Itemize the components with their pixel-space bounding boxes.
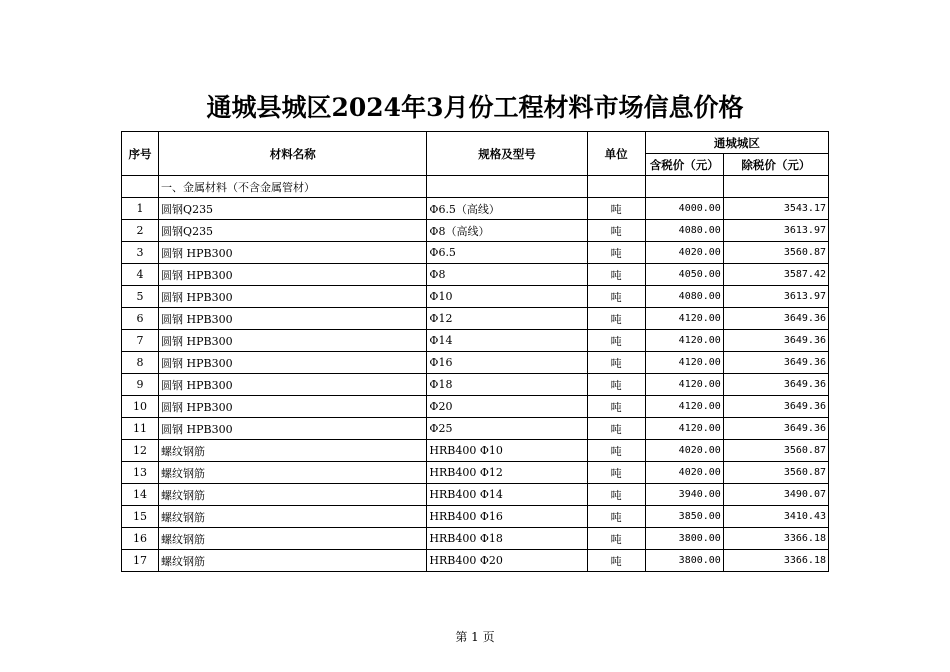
table-row: [122, 330, 829, 352]
row-name: 圆钢 HPB300: [159, 308, 427, 330]
header-unit: 单位: [587, 132, 645, 176]
table-row: [122, 374, 829, 396]
header-tax-excl: 除税价（元）: [723, 154, 828, 176]
row-spec: Φ20: [427, 396, 587, 418]
row-spec: HRB400 Φ10: [427, 440, 587, 462]
row-spec: Φ6.5: [427, 242, 587, 264]
row-tax-incl: 4120.00: [645, 308, 723, 330]
row-seq: 10: [122, 396, 159, 418]
row-unit: 吨: [587, 242, 645, 264]
header-seq: 序号: [122, 132, 159, 176]
row-spec: HRB400 Φ12: [427, 462, 587, 484]
row-spec: Φ16: [427, 352, 587, 374]
row-unit: 吨: [587, 396, 645, 418]
row-seq: 13: [122, 462, 159, 484]
page-number: 第 1 页: [455, 630, 495, 644]
row-name: 圆钢 HPB300: [159, 374, 427, 396]
row-tax-incl: 4120.00: [645, 418, 723, 440]
table-row: [122, 198, 829, 220]
row-tax-incl: 3940.00: [645, 484, 723, 506]
row-seq: 6: [122, 308, 159, 330]
row-name: 圆钢 HPB300: [159, 352, 427, 374]
row-unit: 吨: [587, 484, 645, 506]
row-name: 螺纹钢筋: [159, 440, 427, 462]
row-spec: Φ18: [427, 374, 587, 396]
table-row: [122, 352, 829, 374]
row-unit: 吨: [587, 462, 645, 484]
row-tax-incl: 4080.00: [645, 220, 723, 242]
row-tax-incl: 4120.00: [645, 374, 723, 396]
row-tax-excl: 3649.36: [723, 308, 828, 330]
table-row: [122, 418, 829, 440]
row-tax-incl: 3800.00: [645, 550, 723, 572]
row-name: 螺纹钢筋: [159, 484, 427, 506]
table-row: [122, 242, 829, 264]
table-row: [122, 264, 829, 286]
row-tax-incl: 4020.00: [645, 242, 723, 264]
table-row: [122, 484, 829, 506]
row-tax-excl: 3366.18: [723, 550, 828, 572]
row-tax-excl: 3543.17: [723, 198, 828, 220]
row-spec: Φ10: [427, 286, 587, 308]
row-tax-excl: 3560.87: [723, 242, 828, 264]
table-row: [122, 506, 829, 528]
row-tax-incl: 4120.00: [645, 396, 723, 418]
row-unit: 吨: [587, 418, 645, 440]
row-seq: 12: [122, 440, 159, 462]
row-unit: 吨: [587, 352, 645, 374]
row-tax-excl: 3613.97: [723, 220, 828, 242]
row-seq: 1: [122, 198, 159, 220]
row-seq: 5: [122, 286, 159, 308]
row-name: 圆钢 HPB300: [159, 330, 427, 352]
row-tax-excl: 3649.36: [723, 330, 828, 352]
row-unit: 吨: [587, 330, 645, 352]
row-unit: 吨: [587, 198, 645, 220]
page-title: 通城县城区2024年3月份工程材料市场信息价格: [206, 93, 744, 122]
row-tax-incl: 4080.00: [645, 286, 723, 308]
row-tax-incl: 4050.00: [645, 264, 723, 286]
row-tax-incl: 4000.00: [645, 198, 723, 220]
row-name: 螺纹钢筋: [159, 506, 427, 528]
row-seq: 15: [122, 506, 159, 528]
row-tax-excl: 3410.43: [723, 506, 828, 528]
row-spec: Φ8: [427, 264, 587, 286]
header-tax-incl: 含税价（元）: [645, 154, 723, 176]
row-tax-excl: 3649.36: [723, 396, 828, 418]
row-spec: Φ14: [427, 330, 587, 352]
price-table: [121, 131, 829, 572]
row-seq: 16: [122, 528, 159, 550]
row-unit: 吨: [587, 374, 645, 396]
table-row: [122, 462, 829, 484]
row-tax-excl: 3560.87: [723, 440, 828, 462]
row-unit: 吨: [587, 286, 645, 308]
row-seq: 7: [122, 330, 159, 352]
row-unit: 吨: [587, 550, 645, 572]
row-name: 螺纹钢筋: [159, 528, 427, 550]
row-seq: 9: [122, 374, 159, 396]
row-spec: Φ6.5（高线）: [427, 198, 587, 220]
table-row: [122, 440, 829, 462]
section-row: [122, 176, 829, 198]
row-tax-excl: 3649.36: [723, 418, 828, 440]
row-tax-incl: 4120.00: [645, 352, 723, 374]
row-tax-excl: 3490.07: [723, 484, 828, 506]
row-tax-excl: 3366.18: [723, 528, 828, 550]
row-tax-excl: 3613.97: [723, 286, 828, 308]
row-name: 螺纹钢筋: [159, 550, 427, 572]
row-tax-excl: 3649.36: [723, 374, 828, 396]
row-tax-incl: 4020.00: [645, 462, 723, 484]
row-unit: 吨: [587, 308, 645, 330]
row-seq: 14: [122, 484, 159, 506]
row-tax-incl: 4120.00: [645, 330, 723, 352]
table-row: [122, 220, 829, 242]
row-unit: 吨: [587, 220, 645, 242]
table-row: [122, 550, 829, 572]
table-row: [122, 528, 829, 550]
row-spec: HRB400 Φ20: [427, 550, 587, 572]
row-name: 圆钢 HPB300: [159, 264, 427, 286]
row-name: 圆钢Q235: [159, 220, 427, 242]
row-seq: 3: [122, 242, 159, 264]
row-tax-incl: 4020.00: [645, 440, 723, 462]
row-unit: 吨: [587, 264, 645, 286]
header-spec: 规格及型号: [427, 132, 587, 176]
row-seq: 2: [122, 220, 159, 242]
row-name: 圆钢 HPB300: [159, 242, 427, 264]
row-name: 圆钢 HPB300: [159, 286, 427, 308]
row-name: 圆钢Q235: [159, 198, 427, 220]
row-unit: 吨: [587, 528, 645, 550]
row-spec: Φ25: [427, 418, 587, 440]
row-unit: 吨: [587, 506, 645, 528]
section-label: 一、金属材料（不含金属管材）: [159, 176, 427, 198]
row-tax-incl: 3850.00: [645, 506, 723, 528]
table-row: [122, 308, 829, 330]
row-tax-excl: 3587.42: [723, 264, 828, 286]
row-name: 螺纹钢筋: [159, 462, 427, 484]
row-seq: 11: [122, 418, 159, 440]
table-row: [122, 286, 829, 308]
row-spec: Φ12: [427, 308, 587, 330]
row-name: 圆钢 HPB300: [159, 418, 427, 440]
row-spec: HRB400 Φ18: [427, 528, 587, 550]
row-tax-incl: 3800.00: [645, 528, 723, 550]
table-row: [122, 396, 829, 418]
row-spec: HRB400 Φ14: [427, 484, 587, 506]
row-seq: 4: [122, 264, 159, 286]
row-spec: HRB400 Φ16: [427, 506, 587, 528]
row-tax-excl: 3560.87: [723, 462, 828, 484]
row-name: 圆钢 HPB300: [159, 396, 427, 418]
row-spec: Φ8（高线）: [427, 220, 587, 242]
row-seq: 8: [122, 352, 159, 374]
row-unit: 吨: [587, 440, 645, 462]
row-tax-excl: 3649.36: [723, 352, 828, 374]
header-region: 通城城区: [645, 132, 828, 154]
header-name: 材料名称: [159, 132, 427, 176]
row-seq: 17: [122, 550, 159, 572]
